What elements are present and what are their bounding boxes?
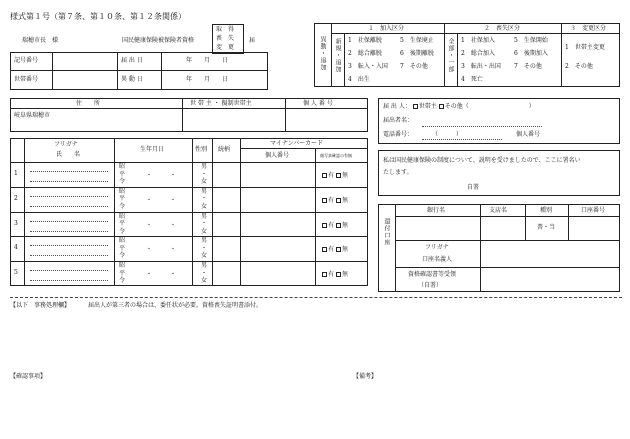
consent-text-2: たします。 — [383, 169, 413, 176]
applicant-name-label: 届出者名： — [383, 117, 414, 124]
row-sex[interactable]: 男 — [201, 212, 208, 220]
bank-side-label: 還付口座 — [383, 218, 390, 246]
office-header: 【以下 事務処理欄】 — [10, 302, 71, 309]
kigo-label: 記号番号 — [14, 57, 39, 64]
jusho-label: 住 所 — [76, 100, 101, 107]
row-number: 1 — [14, 170, 18, 177]
rel-header: 続柄 — [218, 146, 231, 153]
col2-side: 全部・一部 — [447, 38, 454, 73]
row-card-check: 有 無 — [322, 247, 348, 253]
row-sex[interactable]: 女 — [201, 277, 208, 285]
row-era[interactable]: 令 — [119, 178, 126, 185]
col2-item-4[interactable]: 4 死亡 — [461, 76, 483, 83]
row-sex[interactable]: ・ — [201, 220, 208, 228]
row-sex[interactable]: ・ — [201, 170, 208, 178]
col1b-item-1[interactable]: 5 生保廃止 — [400, 37, 434, 44]
col1-item-4[interactable]: 4 出生 — [348, 76, 370, 83]
card-no-checkbox[interactable] — [336, 173, 341, 178]
row-birth-date[interactable]: ・ ・ — [146, 246, 177, 254]
action-lose[interactable]: 喪 失 — [216, 35, 235, 42]
office-divider — [10, 297, 622, 298]
applicant-kojin-label: 個人番号 — [516, 131, 541, 138]
card-yes-checkbox[interactable] — [322, 198, 327, 203]
birth-header: 生年月日 — [140, 146, 165, 153]
row-name-field[interactable] — [30, 206, 108, 207]
col1-item-3[interactable]: 3 転入・入国 — [348, 63, 388, 70]
row-furigana-field[interactable] — [30, 171, 108, 172]
mayor-address: 瑞穂市長 様 — [22, 37, 59, 44]
row-name-field[interactable] — [30, 181, 108, 182]
row-name-field[interactable] — [30, 255, 108, 256]
kakunin-label: 【確認事項】 — [10, 373, 47, 380]
holder-label: 口座名義人 — [422, 256, 453, 263]
row-birth-date[interactable]: ・ ・ — [146, 172, 177, 179]
col3-item-2[interactable]: 2 その他 — [565, 63, 593, 70]
row-era[interactable]: 平 — [119, 170, 126, 178]
col2b-item-2[interactable]: 6 後期加入 — [514, 50, 548, 57]
row-sex[interactable]: 女 — [201, 178, 208, 185]
row-furigana-field[interactable] — [30, 196, 108, 197]
todokede-label: 届 出 日 — [121, 57, 143, 64]
card-no-checkbox[interactable] — [336, 247, 341, 252]
col2b-item-3[interactable]: 7 その他 — [514, 63, 542, 70]
type-value[interactable]: 普・当 — [537, 224, 556, 231]
col1b-item-2[interactable]: 6 後期離脱 — [400, 50, 434, 57]
col3-header: ３ 変更区分 — [570, 25, 607, 32]
col1-header: １ 加入区分 — [368, 25, 405, 32]
applicant-setainushi-checkbox[interactable] — [413, 104, 418, 109]
row-card-check: 有 無 — [322, 198, 348, 204]
card-yes-checkbox[interactable] — [322, 173, 327, 178]
applicant-line1: 届 出 人： 世帯主 その他（ ） — [383, 103, 535, 110]
col2-header: ２ 喪失区分 — [484, 25, 521, 32]
todokede-date[interactable]: 年 月 日 — [186, 57, 229, 64]
furigana-header: フリガナ — [54, 141, 78, 148]
biko-label: 【備考】 — [353, 373, 378, 380]
col2-item-2[interactable]: 2 総合加入 — [461, 50, 495, 57]
row-era[interactable]: 昭 — [119, 237, 126, 245]
row-number: 2 — [14, 194, 18, 202]
office-note: 届出人が第三者の場合は、委任状が必要。資格喪失証明書添付。 — [88, 302, 263, 309]
action-acquire[interactable]: 取 得 — [216, 26, 235, 33]
col1-side: 新規・追加 — [334, 38, 341, 73]
bank-box — [378, 204, 620, 292]
applicant-name-field[interactable] — [422, 126, 542, 127]
row-birth-date[interactable]: ・ ・ — [146, 271, 177, 279]
row-name-field[interactable] — [30, 231, 108, 232]
row-era[interactable]: 平 — [119, 220, 126, 228]
applicant-phone-value[interactable]: （ ） — [432, 131, 463, 138]
holder-furigana-label: フリガナ — [425, 244, 449, 251]
col2b-item-1[interactable]: 5 生保開始 — [514, 37, 548, 44]
card-yes-checkbox[interactable] — [322, 272, 327, 277]
row-era[interactable]: 平 — [119, 195, 126, 203]
row-sex[interactable]: 男 — [201, 187, 208, 195]
consent-text-1: 私は国民健康保険の制度について、説明を受けましたので、ここに署名い — [383, 157, 581, 164]
card-no-checkbox[interactable] — [336, 198, 341, 203]
ido-side-label: 異動・追加 — [319, 36, 326, 71]
row-birth-date[interactable]: ・ ・ — [146, 221, 177, 229]
row-era[interactable]: 令 — [119, 277, 126, 285]
address-value[interactable]: 岐阜県瑞穂市 — [14, 112, 51, 119]
row-era[interactable]: 昭 — [119, 187, 126, 195]
mynumber-kojin-header: 個人番号 — [265, 152, 290, 159]
branch-header: 支店名 — [489, 207, 508, 214]
seal-label-2: （自署） — [418, 282, 443, 289]
form-title: 国民健康保険被保険者資格 — [122, 37, 195, 44]
action-change[interactable]: 変 更 — [216, 44, 235, 51]
ido-label: 異 動 日 — [121, 76, 143, 83]
shimei-header: 氏 名 — [56, 151, 81, 158]
form-suffix: 届 — [249, 37, 256, 44]
action-box — [212, 24, 244, 54]
row-era[interactable]: 令 — [119, 227, 126, 235]
col1-item-2[interactable]: 2 総合離脱 — [348, 50, 382, 57]
row-era[interactable]: 昭 — [119, 212, 126, 220]
col2-item-1[interactable]: 1 社保加入 — [461, 37, 495, 44]
row-furigana-field[interactable] — [30, 270, 108, 271]
row-furigana-field[interactable] — [30, 245, 108, 246]
row-era[interactable]: 昭 — [119, 163, 126, 170]
row-card-check: 有 無 — [322, 223, 348, 229]
card-yes-checkbox[interactable] — [322, 223, 327, 228]
row-sex[interactable]: 女 — [201, 227, 208, 235]
row-era[interactable]: 令 — [119, 252, 126, 260]
row-sex[interactable]: 男 — [201, 262, 208, 270]
row-era[interactable]: 平 — [119, 269, 126, 277]
form-number: 様式第１号（第７条、第１０条、第１２条関係） — [10, 12, 186, 21]
consent-sign[interactable]: 自署 — [467, 184, 480, 191]
col2-item-3[interactable]: 3 転出・出国 — [461, 63, 501, 70]
row-era[interactable]: 平 — [119, 244, 126, 252]
applicant-phone-label: 電話番号： — [383, 131, 414, 138]
row-birth-date[interactable]: ・ ・ — [146, 196, 177, 204]
row-number: 3 — [14, 219, 18, 227]
mynumber-header: マイナンバーカード — [270, 140, 324, 147]
card-check-header: 顔写真確認の有無 — [320, 153, 352, 158]
kojin-label: 個 人 番 号 — [303, 100, 333, 107]
row-sex[interactable]: ・ — [201, 195, 208, 203]
row-furigana-field[interactable] — [30, 221, 108, 222]
row-card-check: 有 無 — [322, 272, 348, 278]
row-sex[interactable]: 男 — [201, 163, 208, 170]
sex-header: 性別 — [195, 146, 208, 153]
row-era[interactable]: 昭 — [119, 262, 126, 270]
seal-label: 資格確認書等受領 — [408, 271, 457, 278]
row-sex[interactable]: 女 — [201, 252, 208, 260]
setainushi-label: 世 帯 主 ・ 擬制世帯主 — [190, 100, 252, 107]
row-number: 4 — [14, 244, 18, 252]
card-yes-checkbox[interactable] — [322, 247, 327, 252]
account-header: 口座番号 — [581, 207, 606, 214]
card-no-checkbox[interactable] — [336, 272, 341, 277]
row-number: 5 — [14, 269, 18, 277]
row-sex[interactable]: ・ — [201, 244, 208, 252]
row-sex[interactable]: 女 — [201, 202, 208, 210]
row-sex[interactable]: 男 — [201, 237, 208, 245]
type-header: 種別 — [540, 207, 553, 214]
row-era[interactable]: 令 — [119, 202, 126, 210]
col3-item-1[interactable]: 1 世帯主変更 — [565, 44, 605, 51]
row-name-field[interactable] — [30, 280, 108, 281]
setai-label: 世帯番号 — [14, 76, 39, 83]
bank-name-header: 銀行名 — [427, 207, 446, 214]
col1-item-1[interactable]: 1 社保離脱 — [348, 37, 382, 44]
ido-date[interactable]: 年 月 日 — [186, 76, 229, 83]
row-card-check: 有 無 — [322, 173, 348, 179]
row-sex[interactable]: ・ — [201, 269, 208, 277]
col1b-item-3[interactable]: 7 その他 — [400, 63, 428, 70]
card-no-checkbox[interactable] — [336, 223, 341, 228]
applicant-other-checkbox[interactable] — [439, 104, 444, 109]
